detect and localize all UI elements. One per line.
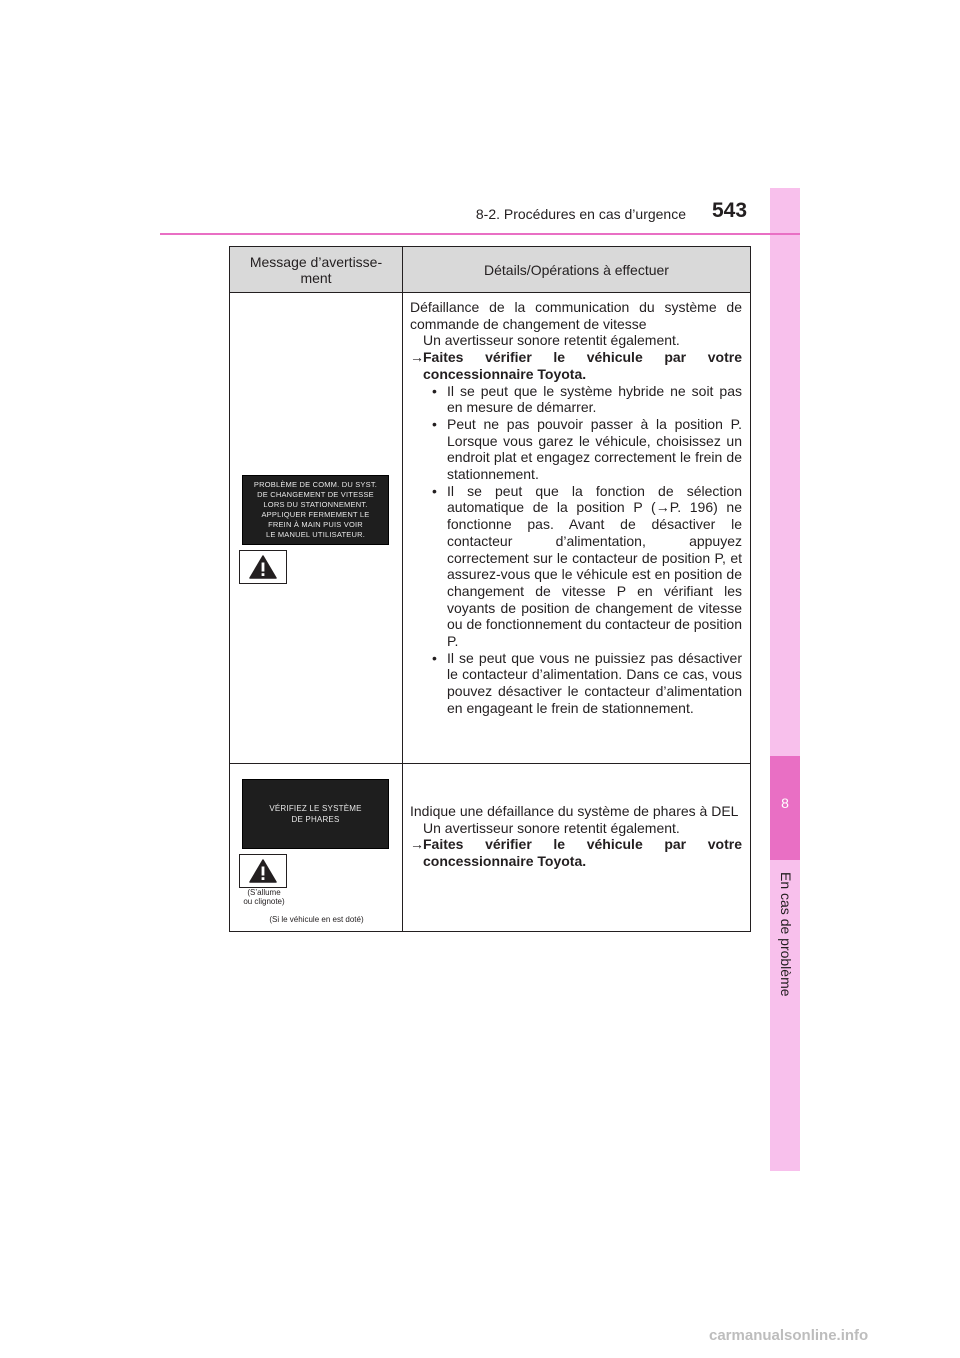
bullet-text: Il se peut que la fonction de sélection automatique de la position P (→P. 196) ne fonctionne pas. Avant de désactiver le contacteur d’alimentation, appuyez correctement sur le contacteur de position P, et assurez-vous que le véhicule est en position de changement de vitesse P en vérifiant les voyants de position de changement de vitesse ou de fonctionnement du contacteur de position P.: [447, 482, 742, 650]
list-item: [432, 483, 742, 650]
bullet-text: Il se peut que vous ne puissiez pas désactiver le contacteur d’alimentation. Dans ce cas, vous pouvez désactiver le contacteur d’alimentation en engageant le frein de stationnement.: [447, 649, 742, 716]
warning-triangle-icon: [239, 854, 287, 888]
message-cell: [230, 764, 403, 932]
message-cell: [230, 293, 403, 764]
table-header-row: [230, 247, 751, 293]
arrow-icon: →: [410, 349, 424, 366]
display-message-image: PROBLÈME DE COMM. DU SYST. DE CHANGEMENT DE VITESSE LORS DU STATIONNEMENT. APPLIQUER FERMEMENT LE FREIN À MAIN PUIS VOIR LE MANUEL UTILISATEUR.: [242, 475, 389, 545]
buzzer-note: Un avertisseur sonore retentit également.: [423, 332, 680, 349]
details-cell: [403, 293, 751, 764]
action-line: [410, 349, 742, 382]
chapter-title: En cas de problème: [778, 872, 794, 997]
bullet-icon: •: [432, 649, 437, 666]
table-row: [230, 764, 751, 932]
bullet-icon: •: [432, 482, 437, 499]
buzzer-note: Un avertisseur sonore retentit également.: [423, 819, 680, 836]
column-header-message: Message d’avertisse-ment: [230, 247, 403, 293]
failure-description: Défaillance de la communication du système de commande de changement de vitesse: [410, 299, 742, 332]
side-tab: [770, 188, 800, 1171]
bullet-text: Peut ne pas pouvoir passer à la position P. Lorsque vous garez le véhicule, choisissez un endroit plat et engagez correctement le frein de stationnement.: [447, 415, 742, 483]
list-item: [432, 383, 742, 416]
arrow-icon: →: [410, 836, 424, 853]
chapter-number: 8: [781, 795, 789, 811]
display-message-image: VÉRIFIEZ LE SYSTÈME DE PHARES: [242, 779, 389, 849]
warning-table: [229, 246, 751, 932]
bullet-text: Il se peut que le système hybride ne soit pas en mesure de démarrer.: [447, 382, 742, 416]
watermark: carmanualsonline.info: [709, 1327, 869, 1344]
column-header-details: Détails/Opérations à effectuer: [403, 247, 751, 293]
list-item: [432, 650, 742, 717]
table-row: [230, 293, 751, 764]
warning-triangle-icon: [239, 550, 287, 584]
action-text: Faites vérifier le véhicule par votre concessionnaire Toyota.: [423, 349, 742, 382]
equipment-note: (Si le véhicule en est doté): [269, 915, 364, 924]
bullet-icon: •: [432, 415, 437, 432]
action-line: [410, 836, 742, 869]
list-item: [432, 416, 742, 483]
section-title: 8-2. Procédures en cas d’urgence: [475, 206, 686, 222]
details-cell: [403, 764, 751, 932]
failure-description: Indique une défaillance du système de phares à DEL: [410, 803, 739, 819]
action-text: Faites vérifier le véhicule par votre concessionnaire Toyota.: [423, 836, 742, 870]
page-number: 543: [712, 199, 748, 222]
bullet-icon: •: [432, 382, 437, 399]
header-rule: [160, 233, 800, 235]
icon-note: (S’allume ou clignote): [243, 888, 285, 906]
